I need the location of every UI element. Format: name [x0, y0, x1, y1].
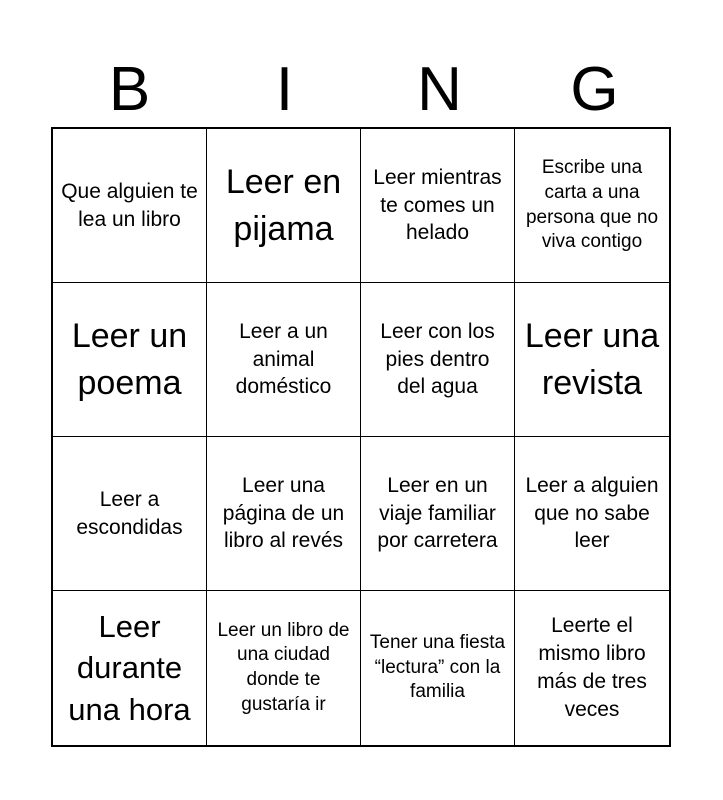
cell-label: Leer un libro de una ciudad donde te gustaría ir	[217, 619, 350, 715]
bingo-cell[interactable]	[515, 437, 669, 591]
bingo-cell[interactable]	[207, 591, 361, 745]
bingo-cell[interactable]	[515, 591, 669, 745]
bingo-cell[interactable]	[207, 283, 361, 437]
bingo-cell[interactable]	[53, 129, 207, 283]
header-letter-g: G	[570, 55, 619, 124]
cell-label: Tener una fiesta “lectura” con la familia	[369, 631, 506, 703]
cell-label: Que alguien te lea un libro	[61, 179, 198, 231]
cell-label: Leer durante una hora	[68, 609, 191, 727]
bingo-cell[interactable]	[361, 283, 515, 437]
bingo-cell[interactable]	[515, 129, 669, 283]
bingo-cell[interactable]	[361, 591, 515, 745]
cell-label: Leer una página de un libro al revés	[222, 473, 345, 553]
header-letter-n: N	[417, 55, 462, 124]
bingo-cell[interactable]	[207, 437, 361, 591]
bingo-cell[interactable]	[515, 283, 669, 437]
bingo-header	[52, 52, 672, 128]
bingo-board	[51, 127, 671, 747]
cell-label: Leer una revista	[524, 317, 660, 402]
bingo-cell[interactable]	[53, 283, 207, 437]
bingo-cell[interactable]	[53, 591, 207, 745]
cell-label: Leer con los pies dentro del agua	[380, 319, 495, 399]
header-letter-b: B	[108, 55, 151, 124]
cell-label: Leer a escondidas	[76, 487, 183, 539]
header-letter-i: I	[275, 55, 294, 124]
cell-label: Leer a alguien que no sabe leer	[525, 473, 659, 553]
bingo-cell[interactable]	[207, 129, 361, 283]
cell-label: Leer mientras te comes un helado	[373, 165, 502, 245]
bingo-cell[interactable]	[53, 437, 207, 591]
cell-label: Escribe una carta a una persona que no viva contigo	[525, 157, 659, 253]
cell-label: Leer un poema	[71, 317, 188, 402]
bingo-cell[interactable]	[361, 437, 515, 591]
bingo-cell[interactable]	[361, 129, 515, 283]
cell-label: Leer a un animal doméstico	[235, 319, 332, 399]
cell-label: Leerte el mismo libro más de tres veces	[537, 614, 647, 721]
cell-label: Leer en un viaje familiar por carretera	[377, 473, 498, 553]
cell-label: Leer en pijama	[225, 163, 342, 248]
